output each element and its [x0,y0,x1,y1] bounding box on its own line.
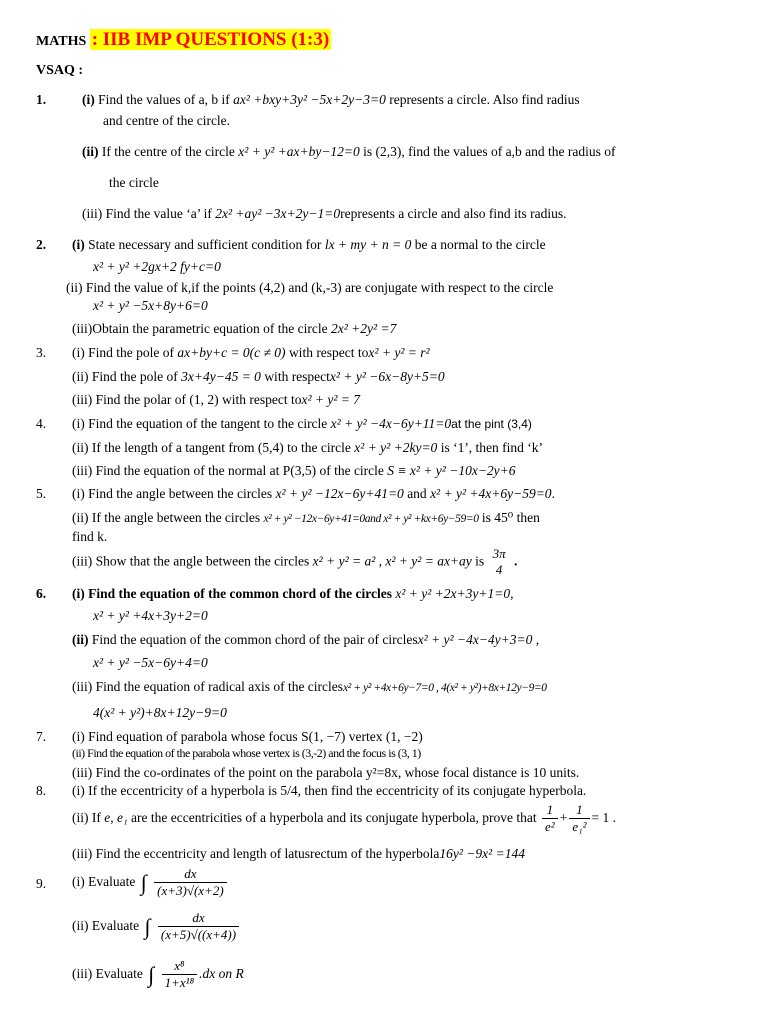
question-1-i-cont: and centre of the circle. [103,113,231,128]
equation: 16y² −9x² =144 [439,846,525,861]
integral-sign: ∫ [144,914,151,939]
question-7-i: (i) Find equation of parabola whose focus S(1, −7) vertex (1, −2) [72,729,423,744]
question-3-i [72,345,430,362]
part-label: (ii) [82,144,99,159]
question-number: 8. [36,783,47,798]
question-text: = 1 . [591,809,616,825]
question-9-i [72,866,229,900]
question-6-ii [72,632,539,649]
header [36,28,331,52]
fraction [162,958,197,992]
equation: S ≡ x² + y² −10x−2y+6 [387,463,516,478]
section-label: VSAQ : [36,63,84,78]
question-8-iii [72,846,525,863]
denominator: (x+3)√(x+2) [154,882,227,899]
question-3-ii [72,369,445,386]
question-text: with respect to [288,345,369,360]
question-text: represents a circle. Also find radius [389,92,580,107]
question-text: (iii) Find the value ‘a’ if [82,206,212,221]
numerator: 1 [576,802,583,817]
numerator: 3π [492,546,506,561]
question-text: (iii) Find the equation of the normal at P(3,5) of the circle [72,463,384,478]
denominator: 1+x¹⁸ [162,974,197,991]
question-text: . [551,486,555,501]
denominator: (x+5)√((x+4)) [158,926,239,943]
question-text: (i) Find the pole of [72,345,174,360]
question-text: (i) Evaluate [72,873,136,889]
question-1-iii [82,206,567,223]
equation: x² + y² +ax+by−12=0 [238,144,360,159]
denominator: e² [542,818,558,835]
equation: x² + y² −4x−4y+3=0 , [417,632,540,647]
equation: x² + y² −12x−6y+41=0 [275,486,404,501]
equation: 2x² +ay² −3x+2y−1=0 [215,206,341,221]
question-text: Find the equation of the common chord of the circles [88,586,392,601]
question-number: 1. [36,92,47,107]
question-text: are the eccentricities of a hyperbola and its conjugate hyperbola, prove that [131,809,537,825]
question-text: (iii) Find the equation of radical axis of the circles [72,679,344,694]
question-text: (iii) Show that the angle between the circles [72,553,310,569]
question-text: Find the equation of the common chord of the pair of circles [91,632,418,647]
equation: lx + my + n = 0 [324,237,412,252]
question-text: is [475,553,485,569]
equation: x² + y² −5x−6y+4=0 [93,655,208,670]
denominator: 4 [495,562,503,578]
question-number: 3. [36,345,47,360]
question-4-iii [72,463,516,480]
question-text: (ii) If the length of a tangent from (5,4) to the circle [72,440,351,455]
question-text: . [513,553,518,569]
question-number: 2. [36,237,47,252]
operator: + [559,809,568,825]
integral-sign: ∫ [140,870,147,895]
equation: ax+by+c = 0(c ≠ 0) [177,345,286,360]
numerator: x⁸ [174,958,185,973]
question-text: be a normal to the circle [414,237,546,252]
question-5-ii-cont: find k. [72,529,108,544]
question-text: is ‘1’, then find ‘k’ [440,440,544,455]
page-title: : IIB IMP QUESTIONS (1:3) [91,29,330,50]
question-text: (iii) Find the eccentricity and length of latusrectum of the hyperbola [72,846,440,861]
question-4-ii [72,440,543,457]
equation: x² + y² +2x+3y+1=0, [395,586,514,601]
question-9-ii [72,910,241,944]
question-3-iii [72,392,360,409]
question-1-i [82,92,580,109]
question-5-i [72,486,555,503]
question-number: 4. [36,416,47,431]
question-text: If the centre of the circle [101,144,235,159]
equation: x² + y² +4x+6y−7=0 , 4(x² + y²)+8x+12y−9=0 [343,682,547,694]
question-1-ii-cont: the circle [109,175,159,190]
numerator: 1 [546,802,554,817]
equation: x² + y² −12x−6y+41=0and x² + y² +kx+6y−59=0 [263,513,479,525]
question-text: at the pint (3,4) [451,417,532,431]
fraction [569,802,589,836]
equation: x² + y² +4x+3y+2=0 [93,608,208,623]
part-label: (i) [72,586,85,601]
denominator: e₁² [569,818,589,835]
question-7-iii: (iii) Find the co-ordinates of the point on the parabola y²=8x, whose focal distance is 10 units. [72,765,580,780]
equation: x² + y² −6x−8y+5=0 [329,369,445,384]
part-label: (ii) [72,632,89,647]
question-text: (ii) Evaluate [72,917,140,933]
question-text: (iii) Evaluate [72,965,143,981]
question-text: (iii) Find the polar of (1, 2) with respect to [72,392,302,407]
question-8-ii [72,802,616,836]
question-1-ii [82,144,615,161]
numerator: dx [192,910,205,925]
equation: x² + y² +2gx+2 fy+c=0 [93,259,221,274]
equation: x² + y² +2ky=0 [354,440,438,455]
question-text: (i) Find the equation of the tangent to the circle [72,416,328,431]
part-label: (i) [72,237,85,252]
question-9-iii [72,958,244,992]
question-8-i: (i) If the eccentricity of a hyperbola is 5/4, then find the eccentricity of its conjugate hyperbola. [72,783,587,798]
question-text: (ii) If [72,809,101,825]
equation: x² + y² = a² , x² + y² = ax+ay [312,553,472,569]
fraction [490,546,509,579]
question-number: 5. [36,486,47,501]
equation: 2x² +2y² =7 [331,321,397,336]
question-text: (i) Find the angle between the circles [72,486,273,501]
fraction [158,910,239,944]
question-6-iii [72,679,547,696]
question-number: 7. [36,729,47,744]
question-text: is (2,3), find the values of a,b and the radius of [363,144,616,159]
fraction [154,866,227,900]
numerator: dx [184,866,197,881]
equation: ax² +bxy+3y² −5x+2y−3=0 [233,92,386,107]
subject-label: MATHS [36,34,87,49]
question-text: represents a circle and also find its radius. [340,206,567,221]
part-label: (i) [82,92,95,107]
equation: e, e₁ [104,809,128,825]
equation: x² + y² −4x−6y+11=0 [330,416,452,431]
fraction [542,802,558,836]
question-text: State necessary and sufficient condition for [88,237,322,252]
question-2-iii [72,321,396,338]
question-text: (ii) If the angle between the circles [72,510,261,525]
question-7-ii: (ii) Find the equation of the parabola whose vertex is (3,-2) and the focus is (3, 1) [72,746,421,760]
question-6-i [72,586,513,603]
question-number: 6. [36,586,47,601]
question-text: (ii) Find the pole of [72,369,178,384]
question-text: Find the values of a, b if [98,92,230,107]
question-number: 9. [36,876,47,891]
question-4-i [72,416,532,433]
equation: x² + y² = r² [368,345,430,360]
equation: x² + y² −5x+8y+6=0 [93,298,208,313]
integral-sign: ∫ [148,962,155,987]
question-text: and [407,486,427,501]
question-text: with respect [264,369,330,384]
equation: x² + y² +4x+6y−59=0 [430,486,552,501]
question-5-ii [72,510,540,527]
equation: 3x+4y−45 = 0 [181,369,261,384]
equation: x² + y² = 7 [301,392,361,407]
question-text: is 45⁰ then [481,510,540,525]
question-text: (iii)Obtain the parametric equation of the circle [72,321,328,336]
question-2-ii: (ii) Find the value of k,if the points (4,2) and (k,-3) are conjugate with respect to the circle [66,280,554,295]
question-2-i [72,237,546,254]
equation: 4(x² + y²)+8x+12y−9=0 [93,705,227,720]
question-5-iii [72,546,517,579]
question-text: .dx on R [199,965,244,981]
